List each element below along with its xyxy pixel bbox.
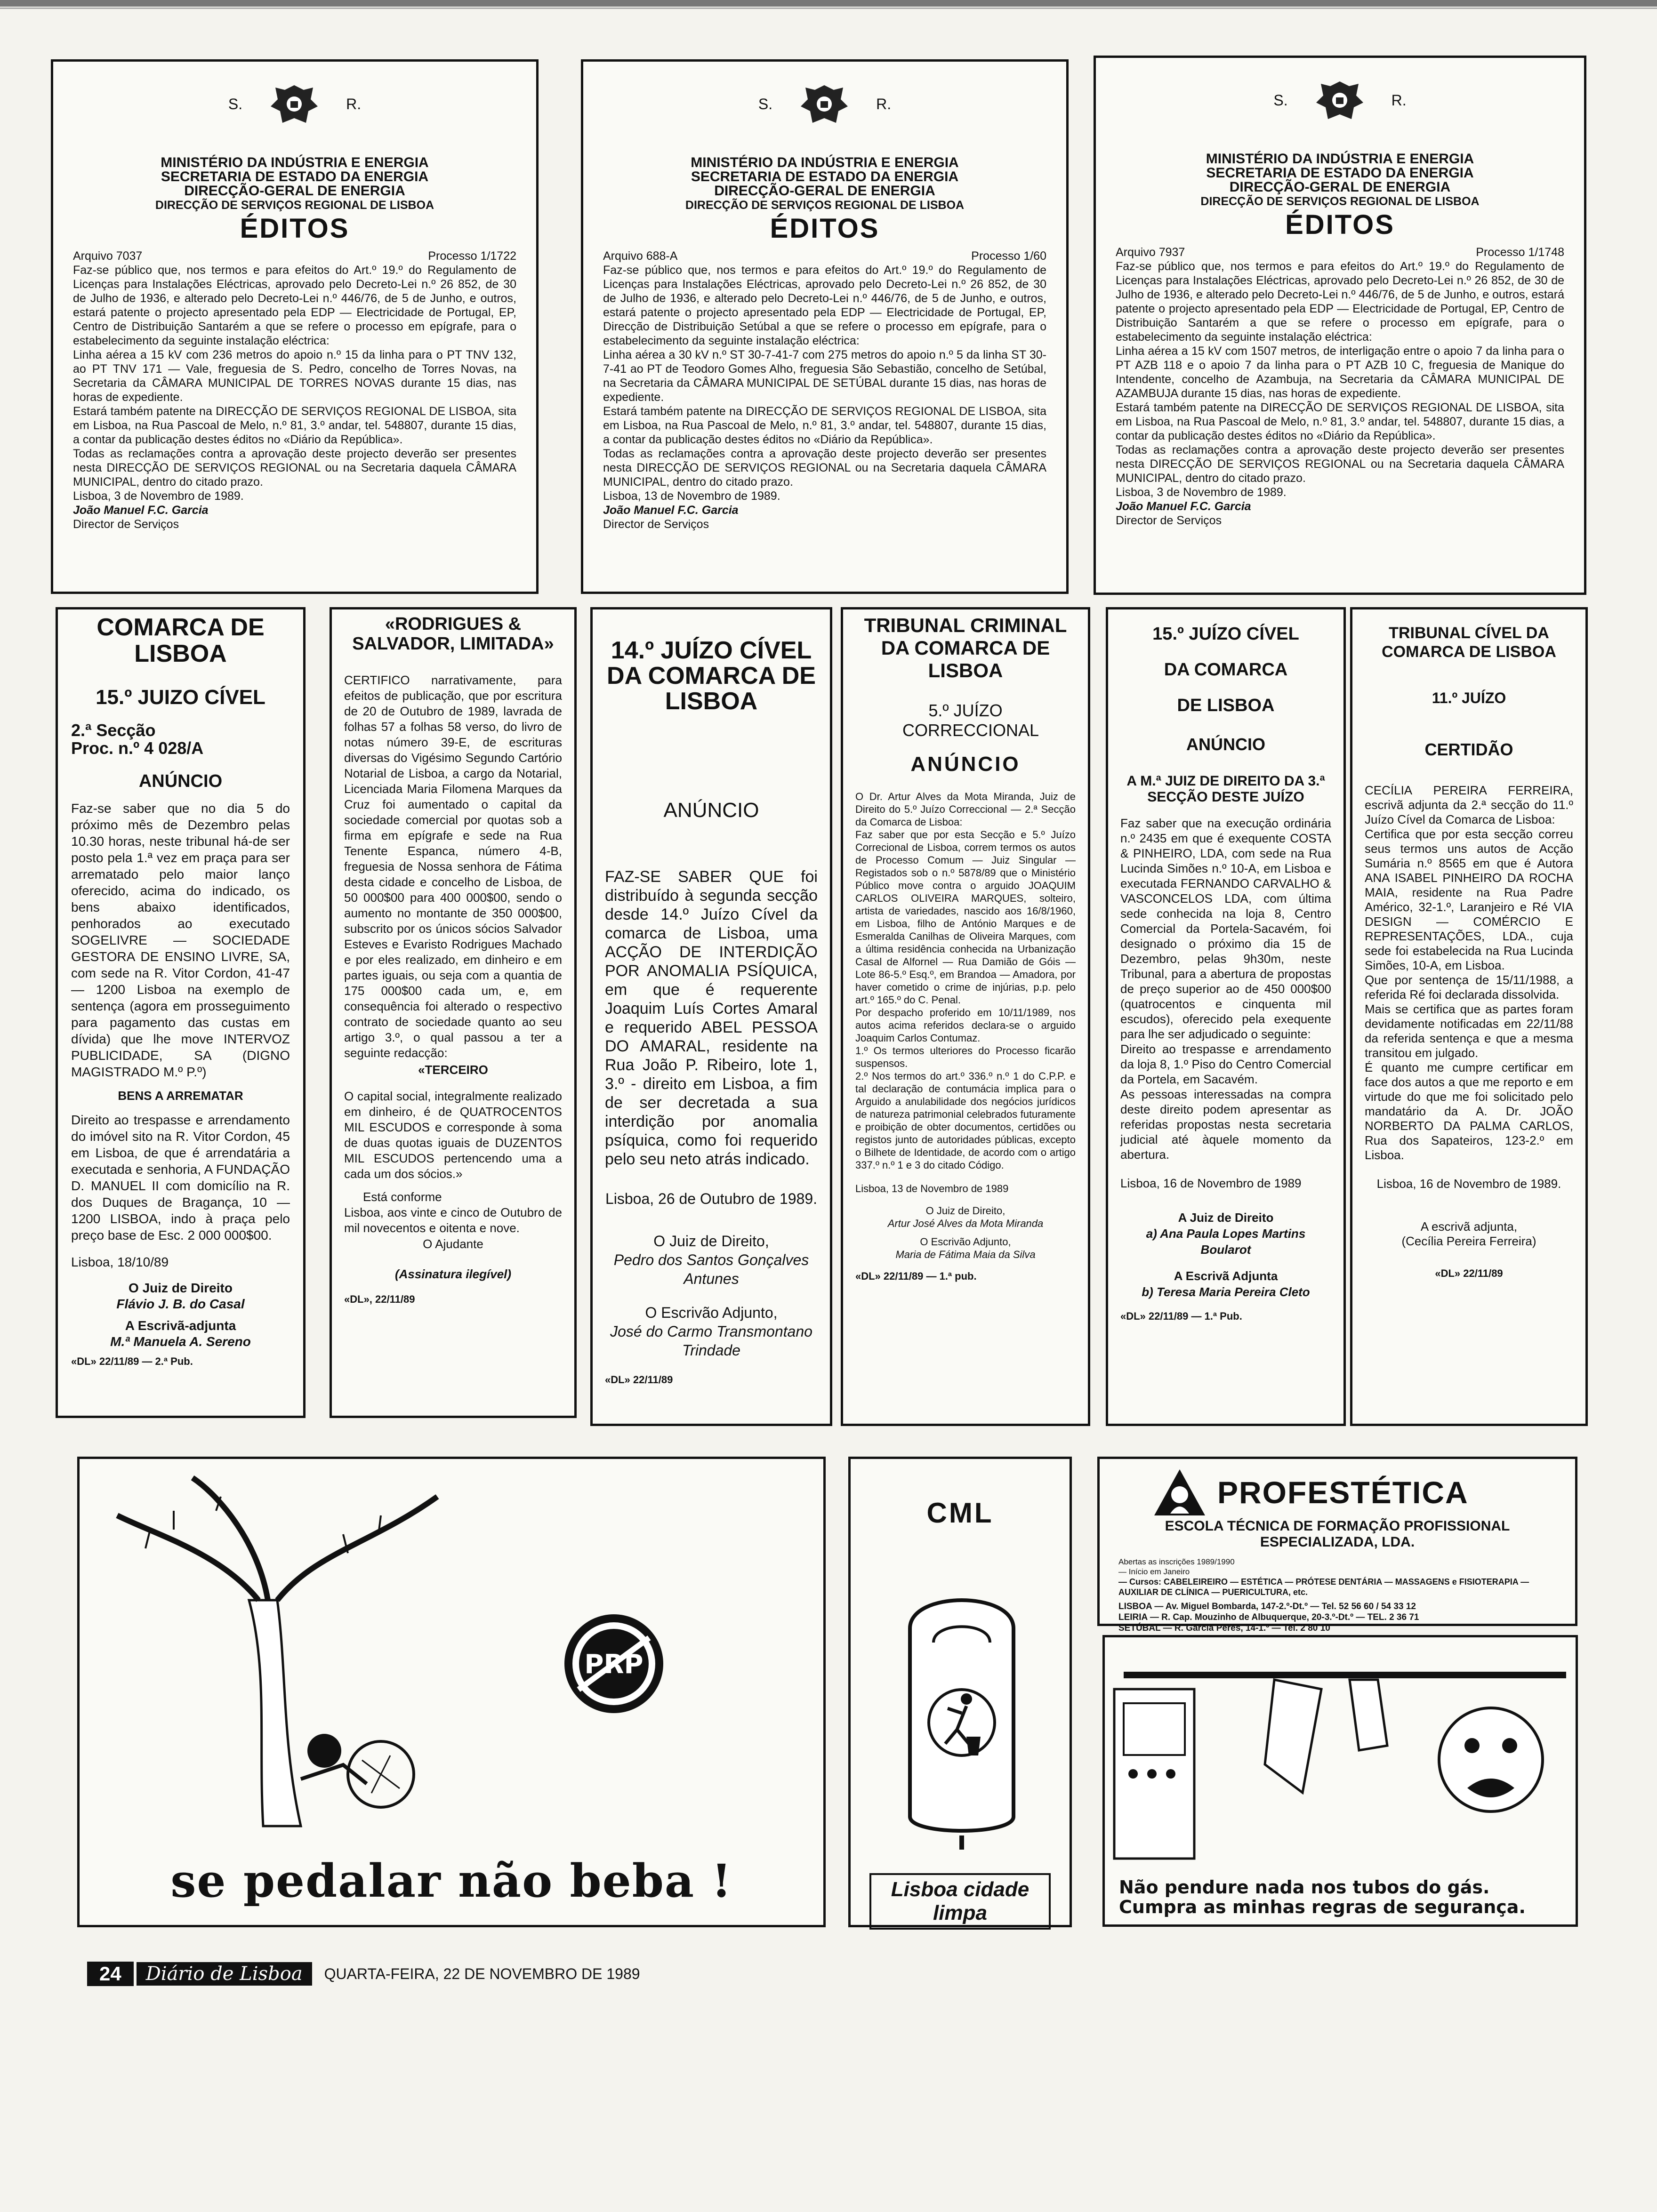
notice-title-line: 15.º JUÍZO CÍVEL xyxy=(1152,624,1299,644)
signer-name: João Manuel F.C. Garcia xyxy=(603,504,739,517)
publication-ref: «DL» 22/11/89 — 1.ª Pub. xyxy=(1120,1310,1242,1322)
top-rule-thin xyxy=(0,8,1657,9)
ad-slogan: se pedalar não beba ! xyxy=(170,1854,732,1907)
notice-tribunal-criminal xyxy=(841,607,1090,1426)
gas-safety-illustration xyxy=(1105,1637,1576,1873)
top-rule xyxy=(0,0,1657,7)
notice-title: 14.º JUÍZO CÍVEL DA COMARCA DE LISBOA xyxy=(607,637,816,715)
ad-address: LISBOA — Av. Miguel Bombarda, 147-2.º-Dt.º — Tel. 52 56 60 / 54 33 12 xyxy=(1118,1602,1416,1611)
notice-paragraph: Estará também patente na DIRECÇÃO DE SERVIÇOS REGIONAL DE LISBOA, sita em Lisboa, na Rua Pascoal de Melo, n.º 81, 3.º andar, tel. 548807, durante 15 dias, a contar da publicação destes éditos no «Diário da República». xyxy=(603,405,1046,446)
ministry-header: MINISTÉRIO DA INDÚSTRIA E ENERGIA SECRETARIA DE ESTADO DA ENERGIA DIRECÇÃO-GERAL DE ENERGIA DIRECÇÃO DE SERVIÇOS REGIONAL DE LISBOA xyxy=(155,155,434,212)
place-date: Lisboa, 13 de Novembro de 1989. xyxy=(603,489,780,503)
notice-paragraph: FAZ-SE SABER QUE foi distribuído à segunda secção desde 14.º Juízo Cível da comarca de Lisboa, uma ACÇÃO DE INTERDIÇÃO POR ANOMALIA PSÍQUICA, em que é requerente Joaquim Luís Cortes Amaral e requerido ABEL PESSOA DO AMARAL, residente na Rua João P. Ribeiro, lote 1, 3.º - direito em Lisboa, a fim de ser decretada a sua interdição por anomalia psíquica, como foi requerido pelo seu neto atrás indicado. xyxy=(605,868,818,1168)
notice-title: «RODRIGUES & SALVADOR, LIMITADA» xyxy=(352,614,554,654)
notice-subheading: A M.ª JUIZ DE DIREITO DA 3.ª SECÇÃO DESTE JUÍZO xyxy=(1126,773,1325,805)
signer-name: M.ª Manuela A. Sereno xyxy=(110,1334,251,1349)
notice-paragraph: Mais se certifica que as partes foram devidamente notificadas em 22/11/88 da referida sentença e que a mesma transitou em julgado. xyxy=(1365,1002,1573,1060)
notice-heading: ANÚNCIO xyxy=(1186,735,1265,754)
process-number: Proc. n.º 4 028/A xyxy=(71,738,204,758)
signer-role: O Juiz de Direito, xyxy=(653,1233,769,1250)
notice-paragraph: Faz-se público que, nos termos e para efeitos do Art.º 19.º do Regulamento de Licenças para Instalações Eléctricas, aprovado pelo Decreto-Lei n.º 26 852, de 30 de Julho de 1936, e alterado pelo Decreto-Lei n.º 446/76, de 5 de Junho, e outros, estará patente o projecto apresentado pela EDP — Electricidade de Portugal, EP, Direcção de Distribuição Setúbal a que se refere o processo em epígrafe, para o estabelecimento da seguinte instalação eléctrica: xyxy=(603,264,1046,347)
notice-paragraph: Estará também patente na DIRECÇÃO DE SERVIÇOS REGIONAL DE LISBOA, sita em Lisboa, na Rua Pascoal de Melo, n.º 81, 3.º andar, tel. 548807, durante 15 dias, a contar da publicação destes éditos no «Diário da República». xyxy=(73,405,516,446)
ad-cml-lisboa xyxy=(848,1457,1072,1927)
notice-title: TRIBUNAL CÍVEL DA COMARCA DE LISBOA xyxy=(1382,624,1556,661)
notice-paragraph: Faz saber que na execução ordinária n.º 2435 em que é exequente COSTA & PINHEIRO, LDA, com sede na Rua Lucinda Simões n.º 10-A, em Lisboa e executada FERNANDO CARVALHO & VASCONCELOS LDA, com última sede conhecida na loja 8, Centro Comercial da Portela-Sacavém, foi designado o próximo dia 15 de Dezembro, pelas 9h30m, neste Tribunal, para a abertura de propostas de preço superior ao de 450 000$00 (quatrocentos e cinquenta mil escudos), oferecido pela exequente para lhe ser adjudicado o seguinte: xyxy=(1120,816,1331,1041)
file-refs: Arquivo 7037 Processo 1/1722 xyxy=(73,249,516,263)
editos-heading: ÉDITOS xyxy=(240,213,350,244)
notice-heading: ANÚNCIO xyxy=(663,799,759,822)
notice-paragraph: 2.º Nos termos do art.º 336.º n.º 1 do C.P.P. e tal declaração de contumácia implica para o Arguido a anulabilidade dos negócios jurídicos de natureza patrimonial celebrados futuramente e proibição de obter documentos, certidões ou registos junto de autoridades públicas, excepto o Bilhete de Identidade, de acordo com o artigo 337.º n.º 1 e 3 do citado Código. xyxy=(855,1070,1076,1171)
signer-name: a) Ana Paula Lopes Martins Boularot xyxy=(1146,1226,1306,1257)
place-date: Lisboa, 16 de Novembro de 1989. xyxy=(1376,1177,1561,1191)
signer-role: A Escrivã Adjunta xyxy=(1174,1269,1278,1283)
notice-paragraph: Por despacho proferido em 10/11/1989, nos autos acima referidos declara-se o arguido Joaquim Carlos Contumaz. xyxy=(855,1007,1076,1044)
ad-address: SETÚBAL — R. Garcia Peres, 14-1.º — Tel. 2 80 10 xyxy=(1118,1623,1330,1633)
ad-title: CML xyxy=(926,1497,994,1529)
editos-notice-2 xyxy=(581,59,1069,594)
court-name: 15.º JUIZO CÍVEL xyxy=(96,686,265,709)
ad-slogan: Lisboa cidade limpa xyxy=(869,1873,1051,1930)
notice-paragraph: O capital social, integralmente realizado em dinheiro, é de QUATROCENTOS MIL ESCUDOS e corresponde à soma de duas quotas iguais de DUZENTOS MIL ESCUDOS pertencendo uma a cada um dos sócios.» xyxy=(344,1089,562,1181)
signer-name: Flávio J. B. do Casal xyxy=(116,1297,245,1311)
notice-paragraph: CECÍLIA PEREIRA FERREIRA, escrivã adjunta da 2.ª secção do 11.º Juízo Cível da Comarca de Lisboa: xyxy=(1365,783,1573,826)
place-date: Lisboa, 16 de Novembro de 1989 xyxy=(1120,1176,1302,1190)
notice-paragraph: Certifica que por esta secção correu seus termos uns autos de Acção Sumária n.º 8565 em que é Autora ANA ISABEL PINHEIRO DA ROCHA MAIA, residente na Rua Padre Américo, 32-1.º, Laranjeiro e Ré VIA DESIGN — COMÉRCIO E REPRESENTAÇÕES, LDA., cuja sede foi estabelecida na Rua Lucinda Simões, 10-A, em Lisboa. xyxy=(1365,827,1573,972)
republic-emblem: S. R. xyxy=(1116,77,1564,124)
notice-paragraph: Faz saber que por esta Secção e 5.º Juízo Correcional de Lisboa, correm termos os autos de Processo Comum — Juiz Singular — Registados sob o n.º 5878/89 que o Ministério Público move contra o arguido JOAQUIM CARLOS OLIVEIRA MARQUES, solteiro, artista de variedades, nascido aos 16/8/1960, em Lisboa, filho de António Marques e de Esmeralda Canilhas de Oliveira Marques, com a última residência conhecida na Urbanização Casal de Alfornel — Rua Damião de Góis — Lote 86-5.º Esq.º, em Brandoa — Amadora, por haver cometido o crime de injúrias, p.p. pelo art.º 165.º do C. Penal. xyxy=(855,829,1076,1006)
republic-emblem: S. R. xyxy=(603,80,1046,128)
court-name: 5.º JUÍZO CORRECCIONAL xyxy=(902,701,1039,740)
signer-role: Director de Serviços xyxy=(603,518,709,531)
notice-title-line: DE LISBOA xyxy=(1177,696,1275,715)
signer-role: Director de Serviços xyxy=(1116,514,1222,527)
notice-comarca-lisboa xyxy=(56,607,306,1418)
brand-name: PROFESTÉTICA xyxy=(1217,1475,1469,1510)
place-date: Lisboa, 13 de Novembro de 1989 xyxy=(855,1183,1009,1194)
signer-role: A escrivã adjunta, xyxy=(1420,1219,1518,1234)
place-date: Lisboa, 26 de Outubro de 1989. xyxy=(605,1190,818,1207)
signer-role: O Ajudante xyxy=(423,1237,483,1251)
notice-title: COMARCA DE LISBOA xyxy=(97,614,265,667)
signer-role: O Juiz de Direito xyxy=(129,1281,233,1295)
notice-paragraph: É quanto me cumpre certificar em face dos autos a que me reporto e em virtude do que me foi solicitado pelo mandatário da A. Dr. JOÃO NORBERTO DA PALMA CARLOS, Rua dos Sapateiros, 123-2.º em Lisboa. xyxy=(1365,1060,1573,1162)
notice-14-juizo-civel xyxy=(590,607,832,1426)
notice-paragraph: Estará também patente na DIRECÇÃO DE SERVIÇOS REGIONAL DE LISBOA, sita em Lisboa, na Rua Pascoal de Melo, n.º 81, 3.º andar, tel. 548807, durante 15 dias, a contar da publicação destes éditos no «Diário da República». xyxy=(1116,401,1564,442)
tree-cyclist-illustration xyxy=(80,1459,823,1835)
signer-name: Artur José Alves da Mota Miranda xyxy=(887,1218,1044,1229)
masthead: Diário de Lisboa xyxy=(137,1962,312,1986)
notice-15-juizo-civel xyxy=(1106,607,1346,1426)
notice-paragraph: Faz-se público que, nos termos e para efeitos do Art.º 19.º do Regulamento de Licenças para Instalações Eléctricas, aprovado pelo Decreto-Lei n.º 26 852, de 30 de Julho de 1936, e alterado pelo Decreto-Lei n.º 446/76, de 5 de Junho, e outros, estará patente o projecto apresentado pela EDP — Electricidade de Portugal, EP, Centro de Distribuição Santarém a que se refere o processo em epígrafe, para o estabelecimento da seguinte instalação eléctrica: xyxy=(1116,260,1564,344)
notice-rodrigues-salvador xyxy=(330,607,577,1418)
brand-subtitle: ESCOLA TÉCNICA DE FORMAÇÃO PROFISSIONAL xyxy=(1165,1518,1510,1534)
editos-heading: ÉDITOS xyxy=(1285,209,1395,240)
republic-emblem: S. R. xyxy=(73,80,516,128)
editos-heading: ÉDITOS xyxy=(770,213,880,244)
signer-name: b) Teresa Maria Pereira Cleto xyxy=(1142,1285,1310,1299)
notice-paragraph: Linha aérea a 15 kV com 1507 metros, de interligação entre o apoio 7 da linha para o PT AZB 118 e o apoio 7 da linha para o PT AZB 10 C, freguesia de Manique do Intendente, concelho de Azambuja, na Secretaria da CÂMARA MUNICIPAL DE AZAMBUJA durante 15 dias, nas horas de expediente. xyxy=(1116,345,1564,400)
coat-of-arms-icon xyxy=(796,80,853,128)
place-date: Lisboa, 3 de Novembro de 1989. xyxy=(73,489,244,503)
editos-notice-1 xyxy=(51,59,539,594)
issue-date: QUARTA-FEIRA, 22 DE NOVEMBRO DE 1989 xyxy=(324,1965,640,1982)
notice-paragraph: As pessoas interessadas na compra deste direito podem apresentar as referidas propostas nesta secretaria judicial até àquele momento da abertura. xyxy=(1120,1087,1331,1162)
notice-tribunal-civel xyxy=(1350,607,1588,1426)
place-date: Lisboa, aos vinte e cinco de Outubro de mil novecentos e oitenta e nove. xyxy=(344,1205,562,1235)
notice-paragraph: Linha aérea a 30 kV n.º ST 30-7-41-7 com 275 metros do apoio n.º 5 da linha ST 30-7-41 ao PT de Teodoro Gomes Alho, freguesia São Sebastião, concelho de Setúbal, na Secretaria da CÂMARA MUNICIPAL DE SETÚBAL durante 15 dias, nas horas de expediente. xyxy=(603,348,1046,404)
prp-logo-icon xyxy=(560,1610,668,1718)
notice-heading: CERTIDÃO xyxy=(1424,740,1513,759)
editos-notice-3 xyxy=(1094,56,1586,595)
notice-paragraph: Direito ao trespasse e arrendamento do imóvel sito na R. Vitor Cordon, 45 em Lisboa, de que é arrendatária a executada e senhoria, A FUNDAÇÃO D. MANUEL II com domicílio na R. dos Duques de Bragança, 10 — 1200 LISBOA, indo à praça pelo preço base de Esc. 2 000 000$00. xyxy=(71,1113,290,1242)
ad-gas-safety xyxy=(1102,1635,1578,1927)
litter-bin-icon xyxy=(891,1572,1032,1854)
page-footer xyxy=(87,1962,640,1986)
notice-title: TRIBUNAL CRIMINAL DA COMARCA DE LISBOA xyxy=(864,614,1067,681)
coat-of-arms-icon xyxy=(1311,77,1368,124)
publication-ref: «DL» 22/11/89 xyxy=(1435,1267,1503,1279)
notice-paragraph: Todas as reclamações contra a aprovação deste projecto deverão ser presentes nesta DIRECÇÃO DE SERVIÇOS REGIONAL ou na Secretaria daquela CÂMARA MUNICIPAL, dentro do citado prazo. xyxy=(603,447,1046,489)
signer-name: Pedro dos Santos Gonçalves Antunes xyxy=(613,1251,809,1287)
notice-heading: ANÚNCIO xyxy=(910,753,1021,776)
signer-role: O Escrivão Adjunto, xyxy=(920,1236,1011,1248)
signer-name: Maria de Fátima Maia da Silva xyxy=(895,1249,1036,1260)
place-date: Lisboa, 3 de Novembro de 1989. xyxy=(1116,486,1287,499)
place-date: Lisboa, 18/10/89 xyxy=(71,1255,169,1269)
signer-role: O Escrivão Adjunto, xyxy=(645,1304,778,1321)
brand-subtitle: ESPECIALIZADA, LDA. xyxy=(1260,1534,1415,1550)
notice-paragraph: Linha aérea a 15 kV com 236 metros do apoio n.º 15 da linha para o PT TNV 132, ao PT TNV 171 — Vale, freguesia de S. Pedro, concelho de Torres Novas, na Secretaria da CÂMARA MUNICIPAL DE TORRES NOVAS durante 15 dias, nas horas de expediente. xyxy=(73,348,516,404)
publication-ref: «DL» 22/11/89 xyxy=(605,1374,673,1386)
notice-subheading: BENS A ARREMATAR xyxy=(118,1089,243,1103)
signer-role: O Juiz de Direito, xyxy=(925,1205,1005,1217)
notice-title-line: DA COMARCA xyxy=(1164,660,1288,680)
signer-role: A Escrivã-adjunta xyxy=(125,1318,236,1333)
notice-paragraph: Faz-se público que, nos termos e para efeitos do Art.º 19.º do Regulamento de Licenças para Instalações Eléctricas, aprovado pelo Decreto-Lei n.º 26 852, de 30 de Julho de 1936, e alterado pelo Decreto-Lei n.º 446/76, de 5 de Junho, e outros, estará patente o projecto apresentado pela EDP — Electricidade de Portugal, EP, Centro de Distribuição Santarém a que se refere o processo em epígrafe, para o estabelecimento da seguinte instalação eléctrica: xyxy=(73,264,516,347)
prp-logo-text: PRP xyxy=(584,1649,643,1680)
ministry-header: MINISTÉRIO DA INDÚSTRIA E ENERGIA SECRETARIA DE ESTADO DA ENERGIA DIRECÇÃO-GERAL DE ENERGIA DIRECÇÃO DE SERVIÇOS REGIONAL DE LISBOA xyxy=(1200,151,1480,208)
notice-paragraph: 1.º Os termos ulteriores do Processo ficarão suspensos. xyxy=(855,1045,1076,1069)
file-refs: Arquivo 688-A Processo 1/60 xyxy=(603,249,1046,263)
conformity-note: Está conforme xyxy=(363,1190,442,1204)
publication-ref: «DL» 22/11/89 — 2.ª Pub. xyxy=(71,1355,193,1367)
notice-paragraph: Direito ao trespasse e arrendamento da loja 8, 1.º Piso do Centro Comercial da Portela, em Sacavém. xyxy=(1120,1042,1331,1086)
signer-role: Director de Serviços xyxy=(73,518,179,531)
coat-of-arms-icon xyxy=(266,80,322,128)
page-number: 24 xyxy=(87,1962,134,1986)
court-name: 11.º JUÍZO xyxy=(1432,689,1506,706)
notice-heading: ANÚNCIO xyxy=(138,771,223,791)
signer-name: (Cecília Pereira Ferreira) xyxy=(1401,1234,1536,1248)
signer-name: João Manuel F.C. Garcia xyxy=(1116,500,1251,513)
ad-line: Abertas as inscrições 1989/1990 xyxy=(1118,1557,1235,1566)
ad-line: — Cursos: CABELEIREIRO — ESTÉTICA — PRÓTESE DENTÁRIA — MASSAGENS e FISIOTERAPIA — AUXILIAR DE CLÍNICA — PUERICULTURA, etc. xyxy=(1118,1577,1529,1597)
publication-ref: «DL» 22/11/89 — 1.ª pub. xyxy=(855,1270,977,1282)
publication-ref: «DL», 22/11/89 xyxy=(344,1293,415,1305)
ad-prp-cycling xyxy=(77,1457,826,1927)
ministry-header: MINISTÉRIO DA INDÚSTRIA E ENERGIA SECRETARIA DE ESTADO DA ENERGIA DIRECÇÃO-GERAL DE ENERGIA DIRECÇÃO DE SERVIÇOS REGIONAL DE LISBOA xyxy=(685,155,965,212)
section: 2.ª Secção xyxy=(71,721,156,740)
notice-paragraph: Todas as reclamações contra a aprovação deste projecto deverão ser presentes nesta DIRECÇÃO DE SERVIÇOS REGIONAL ou na Secretaria daquela CÂMARA MUNICIPAL, dentro do citado prazo. xyxy=(1116,443,1564,485)
notice-subheading: «TERCEIRO xyxy=(418,1063,488,1077)
ad-line: — Início em Janeiro xyxy=(1118,1567,1190,1576)
signer-name: João Manuel F.C. Garcia xyxy=(73,504,209,517)
notice-paragraph: CERTIFICO narrativamente, para efeitos de publicação, que por escritura de 20 de Outubro de 1989, lavrada de folhas 57 a folhas 58 verso, do livro de notas número 39-E, de escrituras diversas do Vigésimo Segundo Cartório Notarial de Lisboa, a cargo da Notarial, Licenciada Maria Filomena Marques da Cruz foi aumentado o capital da sociedade comercial por quotas sob a firma em epígrafe e sede na Rua Tenente Espanca, número 4-B, freguesia de Nossa senhora de Fátima desta cidade e concelho de Lisboa, de 50 000$00 para 400 000$00, sendo o aumento no montante de 350 000$00, subscrito por os únicos sócios Salvador Esteves e Evaristo Rodrigues Machado e por eles realizado, em dinheiro e em partes iguais, ou seja com a quantia de 175 000$00 cada um, e, em consequência foi alterado o respectivo contrato de sociedade quanto ao seu artigo 3.º, o qual passou a ter a seguinte redacção: xyxy=(344,673,562,1060)
ad-address: LEIRIA — R. Cap. Mouzinho de Albuquerque, 20-3.º-Dt.º — TEL. 2 36 71 xyxy=(1118,1612,1419,1622)
signer-name: José do Carmo Transmontano Trindade xyxy=(610,1323,812,1359)
safety-message: Não pendure nada nos tubos do gás. Cumpra as minhas regras de segurança. xyxy=(1119,1877,1526,1917)
ad-profestetica xyxy=(1097,1457,1577,1633)
notice-paragraph: Faz-se saber que no dia 5 do próximo mês de Dezembro pelas 10.30 horas, neste tribunal há-de ser posto pela 1.ª vez em praça para ser arrematado pelo maior lanço oferecido, acima do indicado, os bens abaixo identificados, penhorados ao executado SOGELIVRE — SOCIEDADE GESTORA DE ENSINO LIVRE, SA, com sede na R. Vitor Cordon, 41-47 — 1200 Lisboa na exemplo de sentença (agora em prosseguimento para pagamento das custas em dívida) que lhe move INTERVOZ PUBLICIDADE, SA (DIGNO MAGISTRADO M.º P.º) xyxy=(71,801,290,1079)
file-refs: Arquivo 7937 Processo 1/1748 xyxy=(1116,246,1564,259)
profestetica-logo-icon xyxy=(1151,1467,1208,1518)
signature: (Assinatura ilegível) xyxy=(394,1267,512,1281)
notice-paragraph: O Dr. Artur Alves da Mota Miranda, Juiz de Direito do 5.º Juízo Correccional — 2.ª Secção da Comarca de Lisboa: xyxy=(855,791,1076,828)
notice-paragraph: Todas as reclamações contra a aprovação deste projecto deverão ser presentes nesta DIRECÇÃO DE SERVIÇOS REGIONAL ou na Secretaria daquela CÂMARA MUNICIPAL, dentro do citado prazo. xyxy=(73,447,516,489)
signer-role: A Juiz de Direito xyxy=(1178,1210,1274,1225)
notice-paragraph: Que por sentença de 15/11/1988, a referida Ré foi declarada dissolvida. xyxy=(1365,973,1573,1002)
